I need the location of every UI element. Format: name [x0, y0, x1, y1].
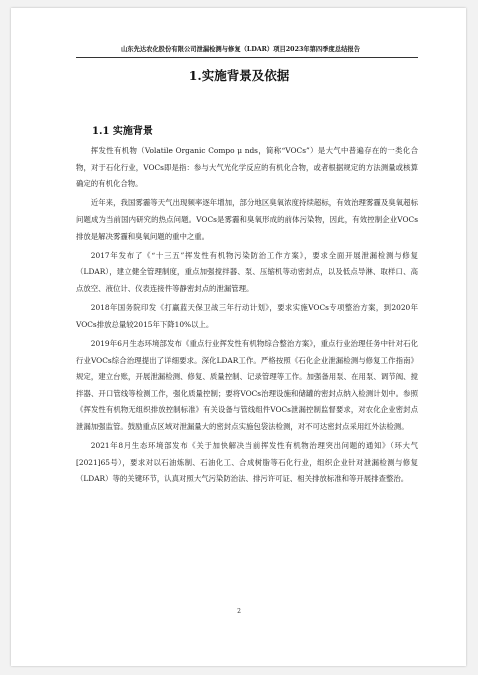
header-divider	[76, 57, 418, 58]
paragraph-2021-notice: 2021年8月生态环境部发布《关于加快解决当前挥发性有机物治理突出问题的通知》（环大气[2021]65号），要求对以石油炼制、石油化工、合成树脂等石化行业，组织企业针对泄漏检测与修复（LDAR）等的关键环节，认真对照大气污染防治法、排污许可证、相关排放标准和等开展排查整治。	[76, 441, 418, 484]
paragraph-2017-plan: 2017年发布了《“十三五”挥发性有机物污染防治工作方案》，要求全面开展泄漏检测与修复（LDAR），建立健全管理制度，重点加强搅拌器、泵、压缩机等动密封点，以及低点导淋、取样口、高点放空、液位计、仪表连接件等静密封点的泄漏管理。	[76, 250, 418, 293]
paragraph-2019-plan: 2019年6月生态环境部发布《重点行业挥发性有机物综合整治方案》，重点行业治理任务中针对石化行业VOCs综合治理提出了详细要求。深化LDAR工作。严格按照《石化企业泄漏检测与修复工作指南》规定，建立台账，开展泄漏检测、修复、质量控制、记录管理等工作。加强备用泵、在用泵、调节阀、搅拌器、开口管线等检测工作，强化质量控制；要将VOCs治理设施和储罐的密封点纳入检测计划中。参照《挥发性有机物无组织排放控制标准》有关设备与管线组件VOCs泄漏控制监督要求，对农化企业密封点泄漏加强监管。鼓励重点区域对泄漏量大的密封点实施包袋法检测，对不可达密封点采用红外法检测。	[76, 338, 418, 431]
chapter-title: 1.实施背景及依据	[188, 68, 290, 83]
paragraph-haze-ozone: 近年来，我国雾霾等天气出现频率逐年增加，部分地区臭氧浓度持续超标，有效治理雾霾及臭氧超标问题成为当前国内研究的热点问题。VOCs是雾霾和臭氧形成的前体污染物，因此，有效控制企业VOCs排放是解决雾霾和臭氧问题的重中之重。	[76, 198, 418, 241]
paragraph-vocs-definition: 挥发性有机物（Volatile Organic Compo μ nds，简称“VOCs”）是大气中普遍存在的一类化合物，对于石化行业，VOCs即是指：参与大气光化学反应的有机化合物，或者根据规定的方法测量或核算确定的有机化合物。	[76, 146, 418, 189]
page-number: 2	[237, 608, 241, 615]
paragraph-2018-plan: 2018年国务院印发《打赢蓝天保卫战三年行动计划》，要求实施VOCs专项整治方案，到2020年VOCs排放总量较2015年下降10%以上。	[76, 303, 418, 329]
section-heading: 1.1 实施背景	[92, 126, 153, 137]
running-header: 山东先达农化股份有限公司泄漏检测与修复（LDAR）项目2023年第四季度总结报告	[120, 46, 361, 53]
body-text	[76, 143, 418, 490]
